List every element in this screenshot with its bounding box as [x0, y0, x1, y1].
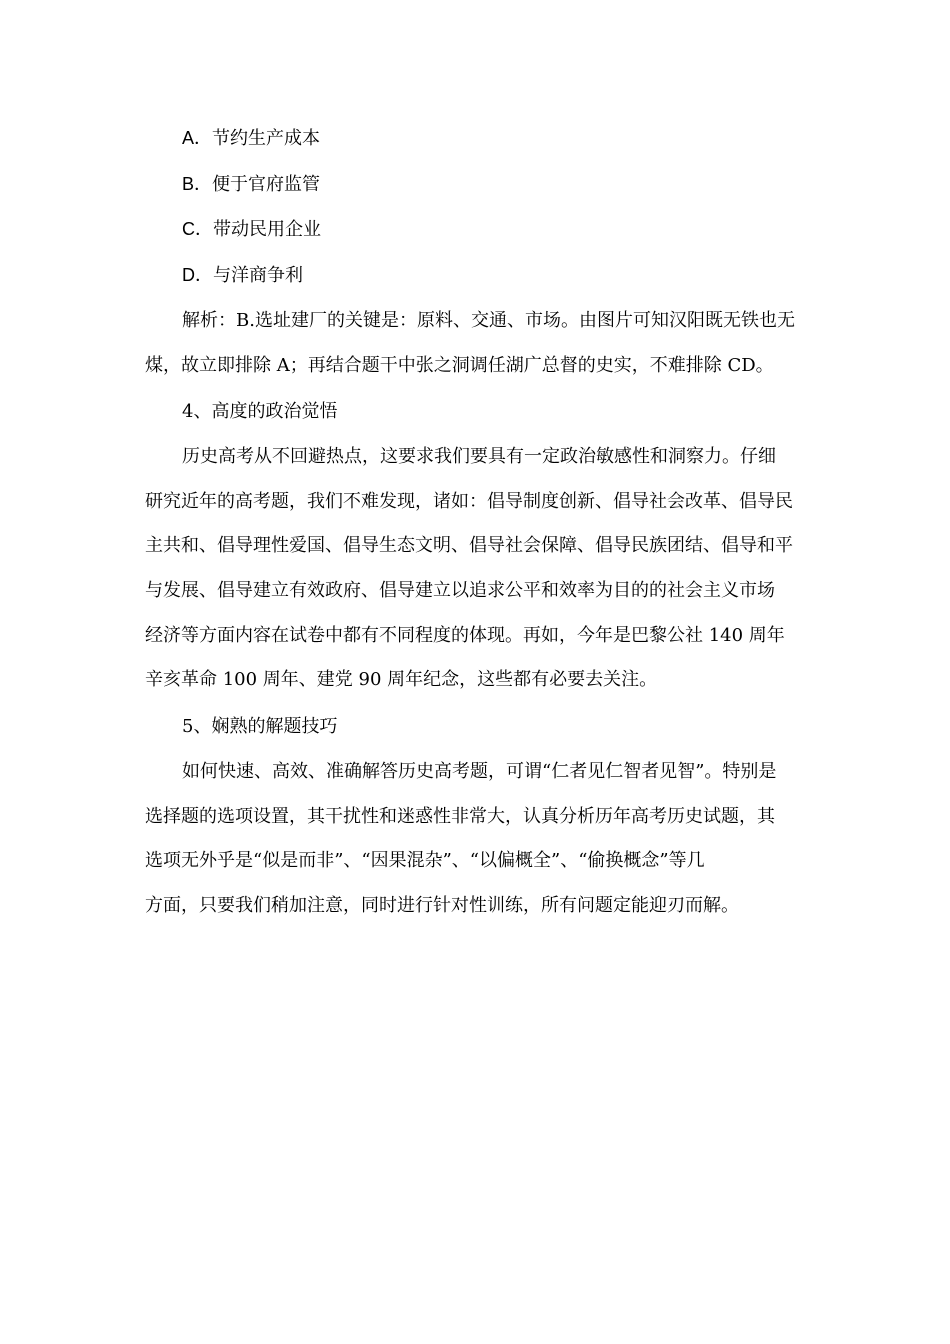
- option-d-letter: D: [182, 265, 195, 286]
- analysis-line: 煤，故立即排除 A；再结合题干中张之洞调任湖广总督的史实，不难排除 CD。: [145, 354, 774, 376]
- option-d-text: ．与洋商争利: [195, 265, 303, 287]
- option-c-letter: C: [182, 219, 195, 240]
- section-4-line: 历史高考从不回避热点，这要求我们要具有一定政治敏感性和洞察力。仔细: [182, 445, 776, 467]
- section-4-line: 与发展、倡导建立有效政府、倡导建立以追求公平和效率为目的的社会主义市场: [145, 580, 775, 602]
- section-5-line: 方面，只要我们稍加注意，同时进行针对性训练，所有问题定能迎刃而解。: [145, 894, 739, 916]
- analysis-paragraph: [145, 299, 810, 388]
- section-4-line: 经济等方面内容在试卷中都有不同程度的体现。再如，今年是巴黎公社 140 周年: [145, 624, 785, 646]
- section-5-heading: 5、娴熟的解题技巧: [182, 716, 338, 738]
- section-4-line: 辛亥革命 100 周年、建党 90 周年纪念，这些都有必要去关注。: [145, 669, 658, 691]
- section-4-line: 研究近年的高考题，我们不难发现，诸如：倡导制度创新、倡导社会改革、倡导民: [145, 490, 793, 512]
- section-4-paragraph: [145, 435, 810, 703]
- section-5-line: 选项无外乎是“似是而非”、“因果混杂”、“以偏概全”、“偷换概念”等几: [145, 850, 705, 872]
- section-5-line: 如何快速、高效、准确解答历史高考题，可谓“仁者见仁智者见智”。特别是: [182, 760, 777, 782]
- option-c-text: ．带动民用企业: [195, 219, 321, 241]
- section-4-line: 主共和、倡导理性爱国、倡导生态文明、倡导社会保障、倡导民族团结、倡导和平: [145, 535, 793, 557]
- option-d: [145, 253, 810, 299]
- analysis-line: 解析：B.选址建厂的关键是：原料、交通、市场。由图片可知汉阳既无铁也无: [182, 309, 795, 331]
- option-c: [145, 207, 810, 253]
- option-a-letter: A: [182, 128, 195, 148]
- section-4-heading: 4、高度的政治觉悟: [182, 401, 338, 423]
- option-a: [145, 116, 810, 162]
- document-body: [145, 116, 810, 929]
- option-a-text: ．节约生产成本: [194, 128, 321, 149]
- section-5-line: 选择题的选项设置，其干扰性和迷惑性非常大，认真分析历年高考历史试题，其: [145, 805, 775, 827]
- option-b-text: ．便于官府监管: [194, 173, 321, 195]
- option-b: [145, 162, 810, 208]
- option-b-letter: B: [182, 173, 195, 194]
- section-5-paragraph: [145, 750, 810, 929]
